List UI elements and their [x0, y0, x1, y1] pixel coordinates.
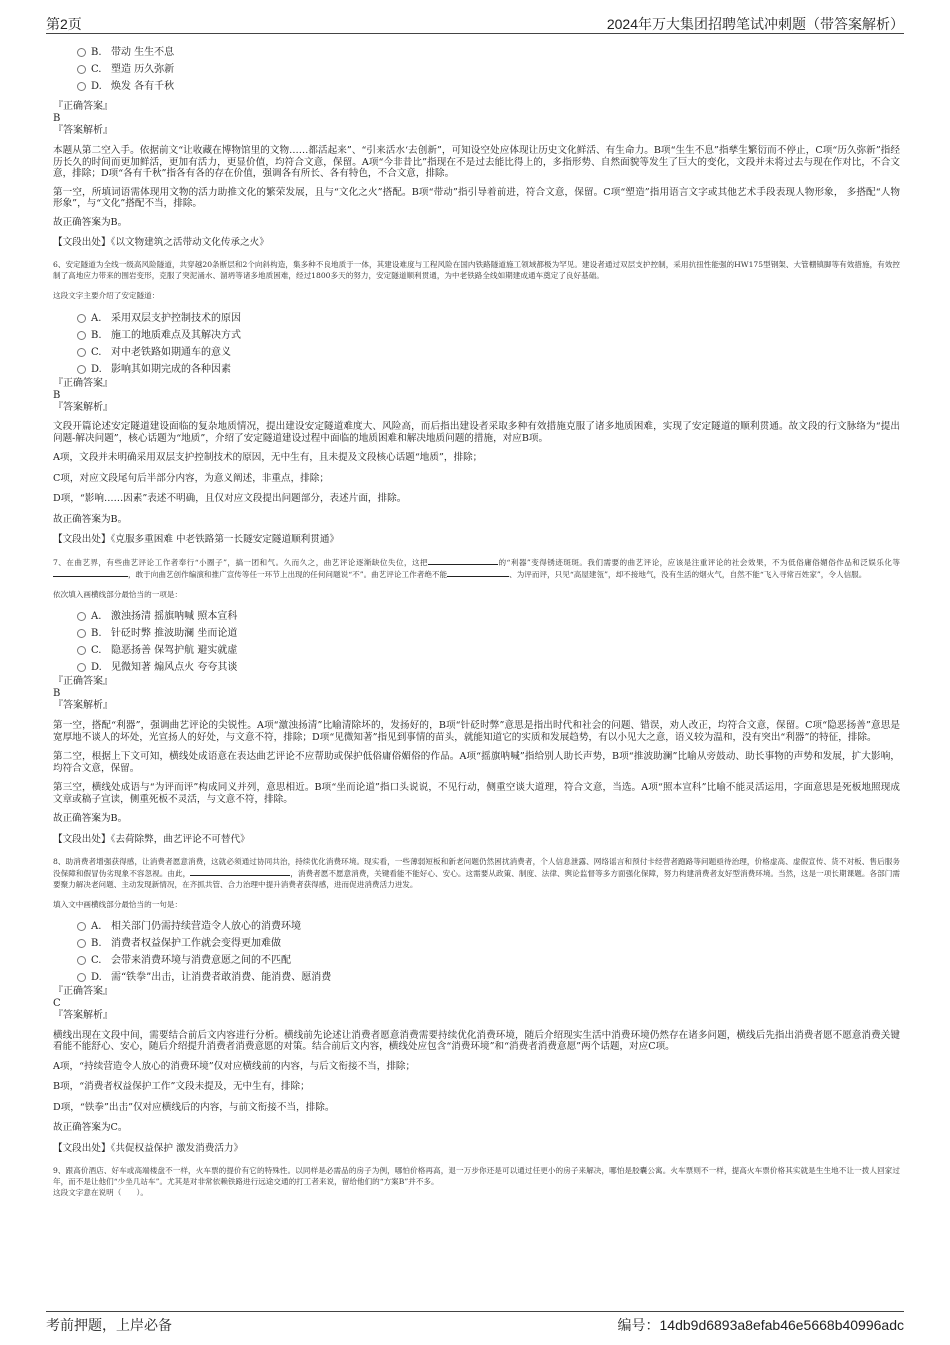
header-divider: [46, 33, 904, 34]
analysis-paragraph: 横线出现在文段中间，需要结合前后文内容进行分析。横线前先论述让消费者愿意消费需要持续优化消费环境，随后介绍现实生活中消费环境仍然存在诸多问题，横线后先指出消费者愿不愿意消费关键看能不能舒心、安心，随后介绍提升消费者消费意愿的对策。结合前后文内容，横线处应包含“消费环境”和“消费者消费意愿”两个话题，对应C项。: [53, 1029, 900, 1052]
radio-icon[interactable]: [77, 956, 86, 965]
option-d[interactable]: D. 影响其如期完成的各种因素: [77, 361, 900, 378]
radio-icon[interactable]: [77, 331, 86, 340]
correct-answer: B: [53, 390, 61, 401]
option-b[interactable]: B. 消费者权益保护工作就会变得更加难做: [77, 935, 900, 952]
option-c[interactable]: C. 塑造 历久弥新: [77, 61, 900, 78]
question-prompt: 填入文中画横线部分最恰当的一句是：: [53, 899, 183, 909]
option-c[interactable]: C. 对中老铁路如期通车的意义: [77, 344, 900, 361]
analysis-paragraph: 第一空，搭配“利器”，强调曲艺评论的尖锐性。A项“激浊扬清”比喻清除坏的，发扬好的，B项“针砭时弊”意思是指出时代和社会的问题、错误，劝人改正，均符合文意，保留。C项“隐恶扬善”意思是宽厚地不谈人的坏处，光宣扬人的好处，与文意不符，排除；D项“见微知著”指见到事情的苗头，就能知道它的实质和发展趋势，有以小见大之意，语义较为温和，没有突出“利器”的特征，排除。: [53, 720, 900, 743]
footer-slogan: 考前押题，上岸必备: [46, 1317, 172, 1333]
option-a[interactable]: A. 采用双层支护控制技术的原因: [77, 310, 900, 327]
question-text: 9、跟高价酒店、好车或高端楼盘不一样，火车票的提价有它的特殊性。以同样是必需品的房子为例，哪怕价格再高，退一万步你还是可以通过任更小的房子来解决，哪怕是胶囊公寓。火车票则不一样，提高火车票价格其实就是生生地不让一拨人回家过年，而不是让他们“少坐几站车”。尤其是对非常依赖铁路进行远途交通的打工者来说，留给他们的“方案B”并不多。: [53, 1165, 900, 1186]
source-citation: 【文段出处】《以文物建筑之活带动文化传承之火》: [53, 237, 269, 248]
question-9: [53, 1165, 900, 1198]
radio-icon[interactable]: [77, 348, 86, 357]
analysis-paragraph: 第一空，所填词语需体现用文物的活力助推文化的繁荣发展，且与“文化之火”搭配。B项“带动”指引导着前进，符合文意，保留。C项“塑造”指用语言文字或其他艺术手段表现人物形象， 多搭配“人物形象”，与“文化”搭配不当，排除。: [53, 186, 900, 209]
correct-answer: B: [53, 113, 61, 124]
analysis-conclusion: 故正确答案为B。: [53, 813, 128, 824]
question-text: 6、安定隧道为全线一级高风险隧道，共穿越20条断层和2个向斜构造，集多种不良地质于一体，其建设难度与工程风险在国内铁路隧道施工领域都极为罕见。建设者通过双层支护控制，采用抗扭性能强的HW175型钢架、大管棚镇脚等有效措施，有效控制了高地应力带来的围岩变形，克服了突泥涌水、溜坍等诸多地质困难，经过1800多天的努力，安定隧道顺利贯通，为中老铁路全线如期建成通车奠定了良好基础。: [53, 260, 900, 280]
option-a[interactable]: A. 相关部门仍需持续营造令人放心的消费环境: [77, 918, 900, 935]
correct-answer-label: 『正确答案』: [53, 101, 113, 112]
analysis-paragraph: 第二空，根据上下文可知，横线处成语意在表达曲艺评论不应帮助或保护低俗庸俗媚俗的作品。A项“摇旗呐喊”指给别人助长声势，B项“推波助澜”比喻从旁鼓动、助长事物的声势和发展，扩大影响，均符合文意，保留。: [53, 751, 900, 774]
option-c[interactable]: C. 隐恶扬善 保驾护航 避实就虚: [77, 642, 900, 659]
source-citation: 【文段出处】《克服多重困难 中老铁路第一长隧安定隧道顺利贯通》: [53, 534, 340, 545]
radio-icon[interactable]: [77, 973, 86, 982]
analysis-paragraph: A项，文段并未明确采用双层支护控制技术的原因，无中生有，且未提及文段核心话题“地质”，排除；: [53, 452, 483, 463]
radio-icon[interactable]: [77, 48, 86, 57]
page-content: [53, 44, 900, 1198]
option-b[interactable]: B. 针砭时弊 推波助澜 坐而论道: [77, 625, 900, 642]
radio-icon[interactable]: [77, 82, 86, 91]
radio-icon[interactable]: [77, 612, 86, 621]
page-number: 第2页: [46, 16, 82, 32]
radio-icon[interactable]: [77, 314, 86, 323]
fill-blank: [190, 867, 290, 876]
analysis-label: 『答案解析』: [53, 125, 113, 136]
question-8: [53, 856, 900, 1155]
page-footer: [0, 1305, 950, 1345]
radio-icon[interactable]: [77, 939, 86, 948]
analysis-paragraph: 文段开篇论述安定隧道建设面临的复杂地质情况，提出建设安定隧道难度大、风险高，而后指出建设者采取多种有效措施克服了诸多地质困难，实现了安定隧道的顺利贯通。故文段的行文脉络为“提出问题-解决问题”，核心话题为“地质”，介绍了安定隧道建设过程中面临的地质困难和解决地质问题的措施，对应B项。: [53, 421, 900, 444]
option-b[interactable]: B. 施工的地质难点及其解决方式: [77, 327, 900, 344]
question-prompt: 依次填入画横线部分最恰当的一项是：: [53, 590, 183, 599]
document-title: 2024年万大集团招聘笔试冲刺题（带答案解析）: [606, 16, 904, 32]
option-b[interactable]: B. 带动 生生不息: [77, 44, 900, 61]
correct-answer-label: 『正确答案』: [53, 676, 113, 687]
document-id: 编号：14db9d6893a8efab46e5668b40996adc: [617, 1317, 904, 1333]
source-citation: 【文段出处】《共促权益保护 激发消费活力》: [53, 1142, 244, 1154]
fill-blank: [447, 568, 509, 577]
question-prompt: 这段文字主要介绍了安定隧道：: [53, 291, 160, 300]
correct-answer: C: [53, 997, 61, 1009]
question-text: 7、在曲艺界，有些曲艺评论工作者奉行“小圈子”，搞一团和气。久而久之，曲艺评论逐渐缺位失位，这把 的“利器”变得锈迹斑斑。我们需要的曲艺评论，应该是注重评论的社会效果，不为低俗庸俗媚俗作品和泛娱乐化等，敢于向曲艺创作编演和推广宣传等任一环节上出现的任何问题说“不”。曲艺评论工作者绝不能 、为评而评，只见“高屋建瓴”，却不接地气，没有生活的烟火气，自然不能“飞入寻常百姓家”，令人信服。: [53, 558, 900, 579]
question-6: [53, 259, 900, 546]
correct-answer-label: 『正确答案』: [53, 985, 113, 997]
question-5: [53, 44, 900, 249]
question-prompt: 这段文字意在说明（ ）。: [53, 1187, 148, 1197]
analysis-label: 『答案解析』: [53, 402, 113, 413]
analysis-conclusion: 故正确答案为C。: [53, 1122, 128, 1133]
option-d[interactable]: D. 焕发 各有千秋: [77, 78, 900, 95]
analysis-paragraph: C项，对应文段尾句后半部分内容，为意义阐述，非重点，排除；: [53, 472, 329, 484]
analysis-paragraph: A项，“持续营造令人放心的消费环境”仅对应横线前的内容，与后文衔接不当，排除；: [53, 1060, 416, 1072]
correct-answer-label: 『正确答案』: [53, 378, 113, 389]
analysis-label: 『答案解析』: [53, 700, 113, 711]
analysis-paragraph: 本题从第二空入手。依据前文“让收藏在博物馆里的文物……都活起来”、“引来活水‘去创新”，可知设空处应体现让历史文化鲜活、有生命力。B项“生生不息”指孳生繁衍而不停止，C项“历久弥新”指经历长久的时间而更加鲜活，更加有活力，更显价值，均符合文意，保留。A项“今非昔比”指现在不是过去能比得上的，多指形势、自然面貌等发生了巨大的变化，文段并未将过去与现在作对比，不合文意，排除；D项“各有千秋”指各有各的存在价值，强调各有所长、各有特色，不合文意，排除。: [53, 145, 900, 179]
analysis-paragraph: D项，“铁拳”出击”仅对应横线后的内容，与前文衔接不当，排除。: [53, 1101, 335, 1113]
radio-icon[interactable]: [77, 365, 86, 374]
analysis-conclusion: 故正确答案为B。: [53, 513, 128, 525]
fill-blank: [428, 556, 498, 565]
option-d[interactable]: D. 见微知著 煽风点火 夸夸其谈: [77, 659, 900, 676]
radio-icon[interactable]: [77, 922, 86, 931]
analysis-paragraph: 第三空，横线处成语与“为评而评”构成同义并列，意思相近。B项“坐而论道”指口头说说，不见行动，侧重空谈大道理，符合文意，当选。A项“照本宣科”比喻不能灵活运用，字面意思是死板地照现成文章或稿子宣读，侧重死板不灵活，与文意不符，排除。: [53, 782, 900, 805]
analysis-paragraph: D项，“影响……因素”表述不明确，且仅对应文段提出问题部分，表述片面，排除。: [53, 493, 407, 504]
radio-icon[interactable]: [77, 663, 86, 672]
question-7: [53, 556, 900, 846]
analysis-label: 『答案解析』: [53, 1009, 113, 1021]
radio-icon[interactable]: [77, 65, 86, 74]
option-d[interactable]: D. 需“铁拳”出击，让消费者敢消费、能消费、愿消费: [77, 969, 900, 986]
radio-icon[interactable]: [77, 646, 86, 655]
question-text: 8、助消费者增强获得感，让消费者愿意消费，这就必须通过协同共治，持续优化消费环境。现实看，一些薄弱短板和新老问题仍然困扰消费者，个人信息泄露、网络谣言和预付卡经营者跑路等问题亟待治理，价格虚高、虚假宣传、货不对板、售后服务没保障和假冒伪劣现象不容忽视。由此， ，消费者愿不愿意消费，关键看能不能好心、安心。这需要从政策、制度、法律、舆论监督等多方面强化保障，努力构建消费者友好型消费环境。当然，这是一项长期课题。各部门需要聚力解决老问题、主动发现新情况，在齐抓共管、合力治理中提升消费者获得感，进而促进消费活力迸发。: [53, 856, 900, 889]
correct-answer: B: [53, 688, 61, 699]
source-citation: 【文段出处】《去荷除弊，曲艺评论不可替代》: [53, 833, 250, 845]
option-a[interactable]: A. 激浊扬清 摇旗呐喊 照本宣科: [77, 608, 900, 625]
page-header: [0, 0, 950, 34]
fill-blank: [53, 568, 128, 577]
footer-divider: [46, 1311, 904, 1312]
analysis-conclusion: 故正确答案为B。: [53, 216, 128, 228]
option-c[interactable]: C. 会带来消费环境与消费意愿之间的不匹配: [77, 952, 900, 969]
radio-icon[interactable]: [77, 629, 86, 638]
analysis-paragraph: B项，“消费者权益保护工作”文段未提及，无中生有，排除；: [53, 1081, 310, 1092]
